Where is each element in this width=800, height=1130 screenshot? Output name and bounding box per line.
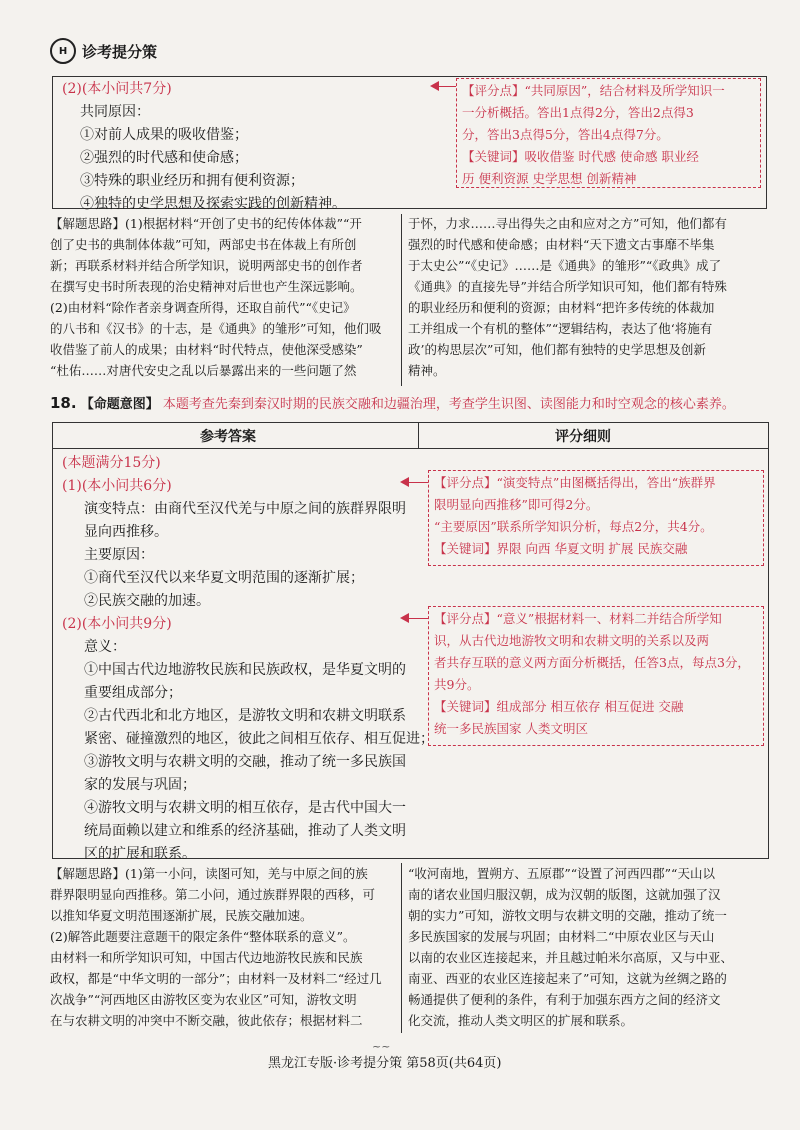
solution-line: 《通典》的直接先导”并结合所学知识可知，他们都有特殊 [408, 279, 727, 294]
scoring-line: 历 便利资源 史学思想 创新精神 [462, 171, 637, 186]
solution-line: (2)由材料“除作者亲身调查所得，还取自前代”“《史记》 [50, 300, 356, 315]
answer-line: 家的发展与巩固； [84, 777, 196, 793]
answer-line: (1)(本小问共6分) [62, 478, 172, 494]
answer-line: ②古代西北和北方地区，是游牧文明和农耕文明联系 [84, 708, 406, 724]
solution-line: 以南的农业区连接起来，并且越过帕米尔高原，又与中亚、 [408, 950, 734, 965]
answer-line: 意义： [84, 639, 126, 655]
answer-line: 紧密、碰撞激烈的地区，彼此之间相互依存、相互促进； [84, 731, 434, 747]
solution-line: 畅通提供了便利的条件，有利于加强东西方之间的经济文 [408, 992, 721, 1007]
solution-line: 多民族国家的发展与巩固；由材料二“中原农业区与天山 [408, 929, 715, 944]
solution-line: 南亚、西亚的农业区连接起来了”可知，这就为丝绸之路的 [408, 971, 727, 986]
q18-solution-left [50, 863, 382, 1031]
solution-line: 工并组成一个有机的整体”“逻辑结构，表达了他‘将施有 [408, 321, 713, 336]
solution-line: 新；再联系材料并结合所学知识，说明两部史书的创作者 [50, 258, 363, 273]
scoring-line: 【关键词】吸收借鉴 时代感 使命感 职业经 [462, 149, 699, 164]
q17-part2-line: ④独特的史学思想及探索实践的创新精神。 [80, 196, 346, 212]
page-footer: 黑龙江专版·诊考提分策 第58页(共64页) [268, 1056, 502, 1071]
table-header-divider [52, 448, 769, 449]
q17-part2-title: (2)(本小问共7分) [62, 81, 172, 97]
answer-line: ④游牧文明与农耕文明的相互依存，是古代中国大一 [84, 800, 406, 816]
q17-part2-line: 共同原因： [80, 104, 150, 120]
solution-line: 收借鉴了前人的成果；由材料“时代特点，使他深受感染” [50, 342, 363, 357]
scoring-line: 【评分点】“意义”根据材料一、材料二并结合所学知 [434, 611, 722, 626]
scoring-line: 一分析概括。答出1点得2分，答出2点得3 [462, 105, 694, 120]
scoring-line: 【关键词】组成部分 相互依存 相互促进 交融 [434, 699, 684, 714]
answer-line: 演变特点：由商代至汉代羌与中原之间的族群界限明 [84, 501, 406, 517]
pointer-arrow-line [408, 618, 428, 619]
scoring-line: 共9分。 [434, 677, 480, 692]
brand-logo-icon: H [50, 38, 76, 64]
footer-tilde: ~~ [372, 1040, 391, 1053]
scoring-line: 【评分点】“演变特点”由图概括得出，答出“族群界 [434, 475, 716, 490]
scoring-line: 【关键词】界限 向西 华夏文明 扩展 民族交融 [434, 541, 688, 556]
scoring-line: 统一多民族国家 人类文明区 [434, 721, 588, 736]
scoring-line: 分，答出3点得5分，答出4点得7分。 [462, 127, 669, 142]
solution-line: 化交流，推动人类文明区的扩展和联系。 [408, 1013, 634, 1028]
q17-part2-line: ③特殊的职业经历和拥有便利资源； [80, 173, 304, 189]
solution-line: 由材料一和所学知识可知，中国古代边地游牧民族和民族 [50, 950, 363, 965]
solution-line: 强烈的时代感和使命感；由材料“天下遗文古事靡不毕集 [408, 237, 715, 252]
solution-line: 的八书和《汉书》的十志，是《通典》的雏形”可知，他们吸 [50, 321, 382, 336]
scoring-line: “主要原因”联系所学知识分析，每点2分，共4分。 [434, 519, 713, 534]
q18-solution-right [408, 863, 733, 1031]
solution-line: 次战争”“河西地区由游牧区变为农业区”可知，游牧文明 [50, 992, 357, 1007]
scoring-line: 识，从古代边地游牧文明和农耕文明的关系以及两 [434, 633, 710, 648]
solution-line: “杜佑……对唐代安史之乱以后暴露出来的一些问题了然 [50, 363, 357, 378]
q17-solution-left [50, 213, 381, 381]
intent-text: 本题考查先秦到秦汉时期的民族交融和边疆治理，考查学生识图、读图能力和时空观念的核心素养。 [162, 397, 735, 412]
solution-line: 【解题思路】(1)第一小问，读图可知，羌与中原之间的族 [50, 866, 368, 881]
solution-line: 南的诸农业国归服汉朝，成为汉朝的版图，这就加强了汉 [408, 887, 721, 902]
solution-line: 创了史书的典制体体裁”可知，两部史书在体裁上有所创 [50, 237, 357, 252]
answer-line: 统局面赖以建立和维系的经济基础，推动了人类文明 [84, 823, 406, 839]
column-divider [401, 863, 402, 1033]
header-title: 诊考提分策 [82, 42, 158, 61]
solution-line: 【解题思路】(1)根据材料“开创了史书的纪传体体裁”“开 [50, 216, 362, 231]
answer-line: (本题满分15分) [62, 455, 161, 471]
solution-line: 在与农耕文明的冲突中不断交融，彼此依存；根据材料二 [50, 1013, 363, 1028]
solution-line: “收河南地，置朔方、五原郡”“设置了河西四郡”“天山以 [408, 866, 715, 881]
pointer-arrow-line [408, 482, 428, 483]
solution-line: 群界限明显向西推移。第二小问，通过族群界限的西移，可 [50, 887, 376, 902]
q17-scoring-notes [462, 80, 725, 190]
page-header [50, 38, 157, 64]
q17-part2-line: ②强烈的时代感和使命感； [80, 150, 248, 166]
col-answer-heading: 参考答案 [200, 429, 256, 445]
q18-scoring-notes-1 [434, 472, 716, 560]
solution-line: 政’的构思层次”可知，他们都有独特的史学思想及创新 [408, 342, 706, 357]
q17-solution-right [408, 213, 727, 381]
solution-line: (2)解答此题要注意题干的限定条件“整体联系的意义”。 [50, 929, 356, 944]
answer-line: 重要组成部分； [84, 685, 182, 701]
q17-part2-answer [62, 78, 346, 216]
q18-scoring-notes-2 [434, 608, 750, 740]
solution-line: 朝的实力”可知，游牧文明与农耕文明的交融，推动了统一 [408, 908, 727, 923]
q18-answer [62, 452, 434, 866]
answer-line: 区的扩展和联系。 [84, 846, 196, 862]
question-number: 18. [50, 394, 77, 412]
solution-line: 政权，都是“中华文明的一部分”；由材料一及材料二“经过几 [50, 971, 382, 986]
solution-line: 以推知华夏文明范围逐渐扩展，民族交融加速。 [50, 908, 313, 923]
answer-line: ②民族交融的加速。 [84, 593, 210, 609]
pointer-arrow-line [438, 86, 456, 87]
solution-line: 精神。 [408, 363, 446, 378]
col-scoring-heading: 评分细则 [555, 429, 611, 445]
intent-label: 【命题意图】 [80, 397, 159, 412]
scoring-line: 者共存互联的意义两方面分析概括，任答3点，每点3分， [434, 655, 750, 670]
q18-intent [50, 393, 735, 412]
answer-line: ①中国古代边地游牧民族和民族政权，是华夏文明的 [84, 662, 406, 678]
answer-line: 主要原因： [84, 547, 154, 563]
solution-line: 的职业经历和便利的资源；由材料“把许多传统的体裁加 [408, 300, 715, 315]
scoring-line: 【评分点】“共同原因”，结合材料及所学知识一 [462, 83, 725, 98]
solution-line: 于太史公”“《史记》……是《通典》的雏形”“《政典》成了 [408, 258, 722, 273]
answer-line: 显向西推移。 [84, 524, 168, 540]
answer-line: ③游牧文明与农耕文明的交融，推动了统一多民族国 [84, 754, 406, 770]
solution-line: 于怀，力求……寻出得失之由和应对之方”可知，他们都有 [408, 216, 727, 231]
solution-line: 在撰写史书时所表现的治史精神对后世也产生深远影响。 [50, 279, 363, 294]
scoring-line: 限明显向西推移”即可得2分。 [434, 497, 599, 512]
column-divider [401, 214, 402, 386]
answer-line: (2)(本小问共9分) [62, 616, 172, 632]
answer-line: ①商代至汉代以来华夏文明范围的逐渐扩展； [84, 570, 364, 586]
table-column-divider [418, 422, 419, 449]
q17-part2-line: ①对前人成果的吸收借鉴； [80, 127, 248, 143]
